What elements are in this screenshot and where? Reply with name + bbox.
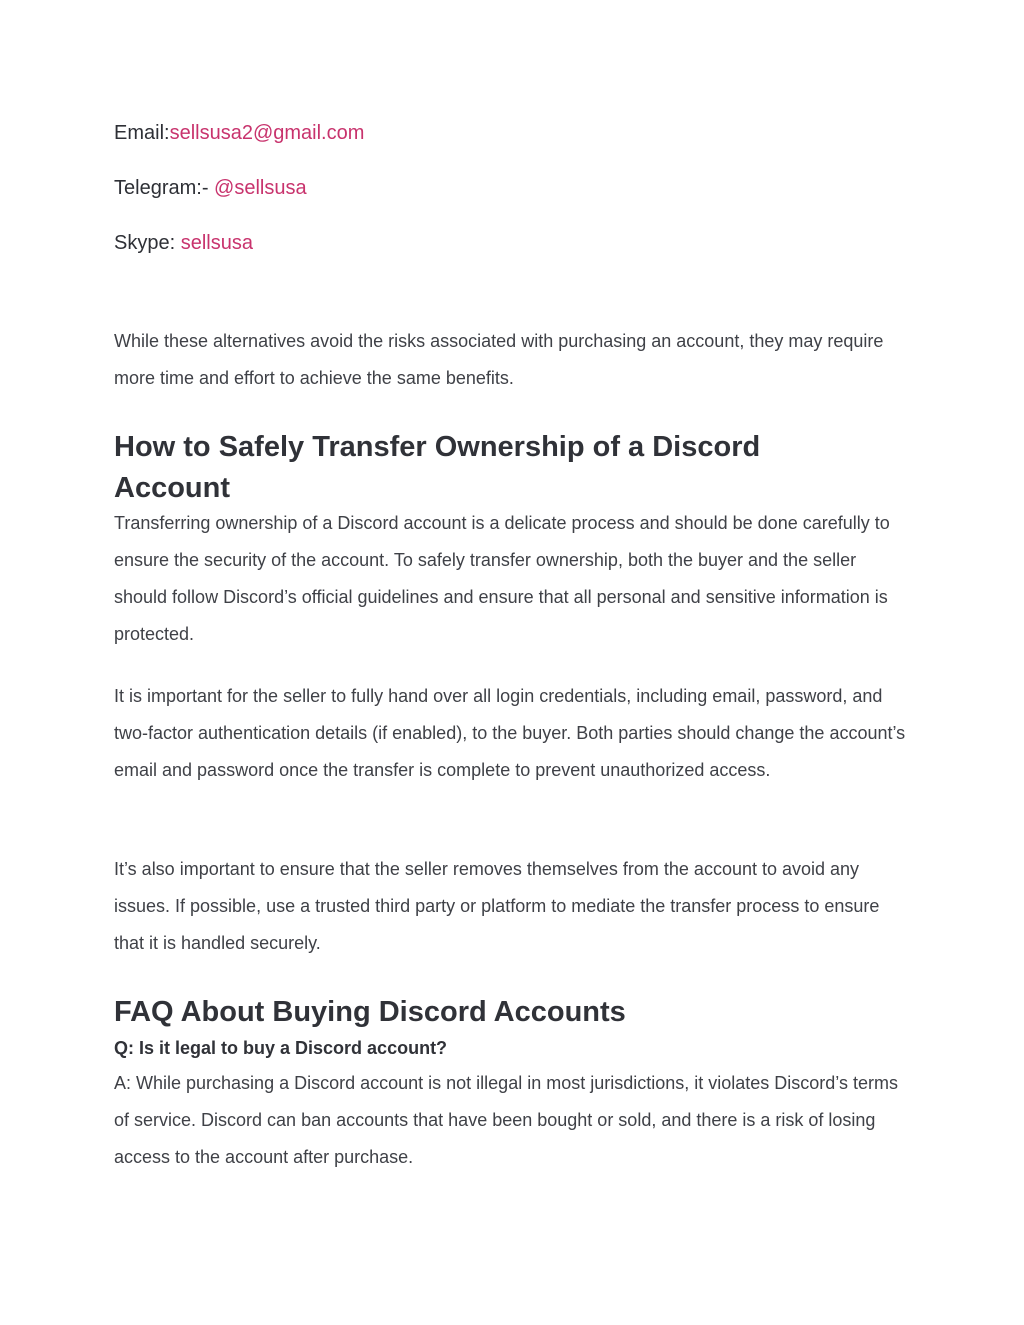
faq-answer: A: While purchasing a Discord account is not illegal in most jurisdictions, it violates Discord’s terms of service. Discord can ban accounts that have been bought or sold, and there is a risk of losing access to the account after purchase. [114,1073,898,1167]
transfer-paragraph-3: It’s also important to ensure that the seller removes themselves from the account to avoid any issues. If possible, use a trusted third party or platform to mediate the transfer process to ensure that it is handled securely. [114,859,880,953]
transfer-paragraph-1: Transferring ownership of a Discord account is a delicate process and should be done carefully to ensure the security of the account. To safely transfer ownership, both the buyer and the seller should follow Discord’s official guidelines and ensure that all personal and sensitive information is protected. [114,513,890,644]
telegram-label: Telegram:- [114,177,215,199]
faq-question: Q: Is it legal to buy a Discord account? [114,1038,448,1058]
intro-paragraph: While these alternatives avoid the risks associated with purchasing an account, they may require more time and effort to achieve the same benefits. [114,331,884,388]
transfer-paragraph-2: It is important for the seller to fully hand over all login credentials, including email, password, and two-factor authentication details (if enabled), to the buyer. Both parties should change the account’s email and password once the transfer is complete to prevent unauthorized access. [114,686,906,780]
email-link[interactable]: sellsusa2@gmail.com [169,122,365,144]
email-line [114,121,364,145]
telegram-line [114,176,307,200]
skype-line [114,231,253,255]
telegram-link[interactable]: @sellsusa [214,177,307,199]
email-label: Email: [114,122,170,144]
skype-label: Skype: [114,232,181,254]
faq-heading: FAQ About Buying Discord Accounts [114,996,626,1028]
transfer-heading: How to Safely Transfer Ownership of a Discord Account [114,431,761,504]
skype-link[interactable]: sellsusa [180,232,253,254]
